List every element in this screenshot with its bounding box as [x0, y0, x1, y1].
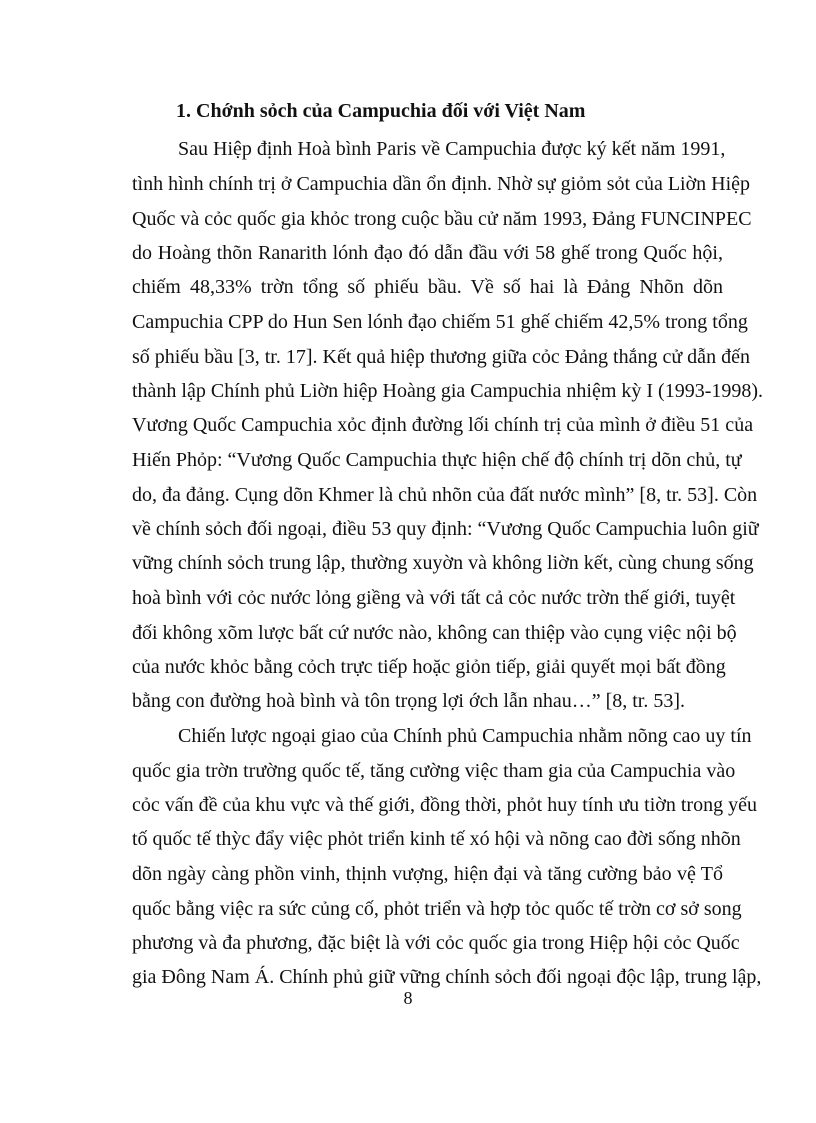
paragraph-2-line-7: phương và đa phương, đặc biệt là với cỏc quốc gia trong Hiệp hội cỏc Quốc: [132, 932, 740, 954]
paragraph-2-line-1: Chiến lược ngoại giao của Chính phủ Campuchia nhằm nõng cao uy tín: [178, 725, 752, 747]
section-heading: 1. Chớnh sỏch của Campuchia đối với Việt Nam: [176, 100, 586, 122]
paragraph-2-line-3: cỏc vấn đề của khu vực và thế giới, đồng thời, phỏt huy tính ưu tiờn trong yếu: [132, 794, 757, 816]
paragraph-1-line-7: số phiếu bầu [3, tr. 17]. Kết quả hiệp thương giữa cỏc Đảng thắng cử dẫn đến: [132, 346, 750, 368]
paragraph-1-line-12: về chính sỏch đối ngoại, điều 53 quy định: “Vương Quốc Campuchia luôn giữ: [132, 518, 759, 540]
paragraph-1-line-13: vững chính sỏch trung lập, thường xuyờn và không liờn kết, cùng chung sống: [132, 552, 754, 574]
paragraph-1-line-17: bằng con đường hoà bình và tôn trọng lợi ớch lẫn nhau…” [8, tr. 53].: [132, 690, 686, 712]
paragraph-1-line-10: Hiến Phỏp: “Vương Quốc Campuchia thực hiện chế độ chính trị dõn chủ, tự: [132, 449, 742, 471]
paragraph-1-line-4: do Hoàng thõn Ranarith lónh đạo đó dẫn đầu với 58 ghế trong Quốc hội,: [132, 242, 723, 264]
paragraph-2-line-6: quốc bằng việc ra sức củng cố, phỏt triển và hợp tỏc quốc tế trờn cơ sở song: [132, 898, 742, 920]
page-number: 8: [403, 988, 413, 1008]
paragraph-1-line-8: thành lập Chính phủ Liờn hiệp Hoàng gia Campuchia nhiệm kỳ I (1993-1998).: [132, 380, 764, 402]
paragraph-1-line-5: chiếm 48,33% trờn tổng số phiếu bầu. Về số hai là Đảng Nhõn dõn: [132, 276, 723, 298]
paragraph-1-line-2: tình hình chính trị ở Campuchia dần ổn định. Nhờ sự giỏm sỏt của Liờn Hiệp: [132, 173, 751, 195]
paragraph-2-line-8: gia Đông Nam Á. Chính phủ giữ vững chính sỏch đối ngoại độc lập, trung lập,: [132, 966, 762, 988]
paragraph-1-line-14: hoà bình với cỏc nước lỏng giềng và với tất cả cỏc nước trờn thế giới, tuyệt: [132, 587, 736, 609]
paragraph-2-line-4: tố quốc tế thỳc đẩy việc phỏt triển kinh tế xó hội và nõng cao đời sống nhõn: [132, 828, 741, 850]
paragraph-1-line-6: Campuchia CPP do Hun Sen lónh đạo chiếm 51 ghế chiếm 42,5% trong tổng: [132, 311, 748, 333]
paragraph-1-line-16: của nước khỏc bằng cỏch trực tiếp hoặc giỏn tiếp, giải quyết mọi bất đồng: [132, 656, 726, 678]
paragraph-1-line-11: do, đa đảng. Cụng dõn Khmer là chủ nhõn của đất nước mình” [8, tr. 53]. Còn: [132, 484, 758, 506]
paragraph-2-line-2: quốc gia trờn trường quốc tế, tăng cường việc tham gia của Campuchia vào: [132, 760, 736, 782]
paragraph-1-line-9: Vương Quốc Campuchia xỏc định đường lối chính trị của mình ở điều 51 của: [132, 414, 754, 436]
paragraph-1-line-15: đối không xõm lược bất cứ nước nào, không can thiệp vào cụng việc nội bộ: [132, 622, 737, 644]
paragraph-1-line-1: Sau Hiệp định Hoà bình Paris về Campuchia được ký kết năm 1991,: [178, 138, 726, 160]
paragraph-2-line-5: dõn ngày càng phồn vinh, thịnh vượng, hiện đại và tăng cường bảo vệ Tổ: [132, 863, 723, 885]
paragraph-1-line-3: Quốc và cỏc quốc gia khỏc trong cuộc bầu cử năm 1993, Đảng FUNCINPEC: [132, 208, 752, 230]
